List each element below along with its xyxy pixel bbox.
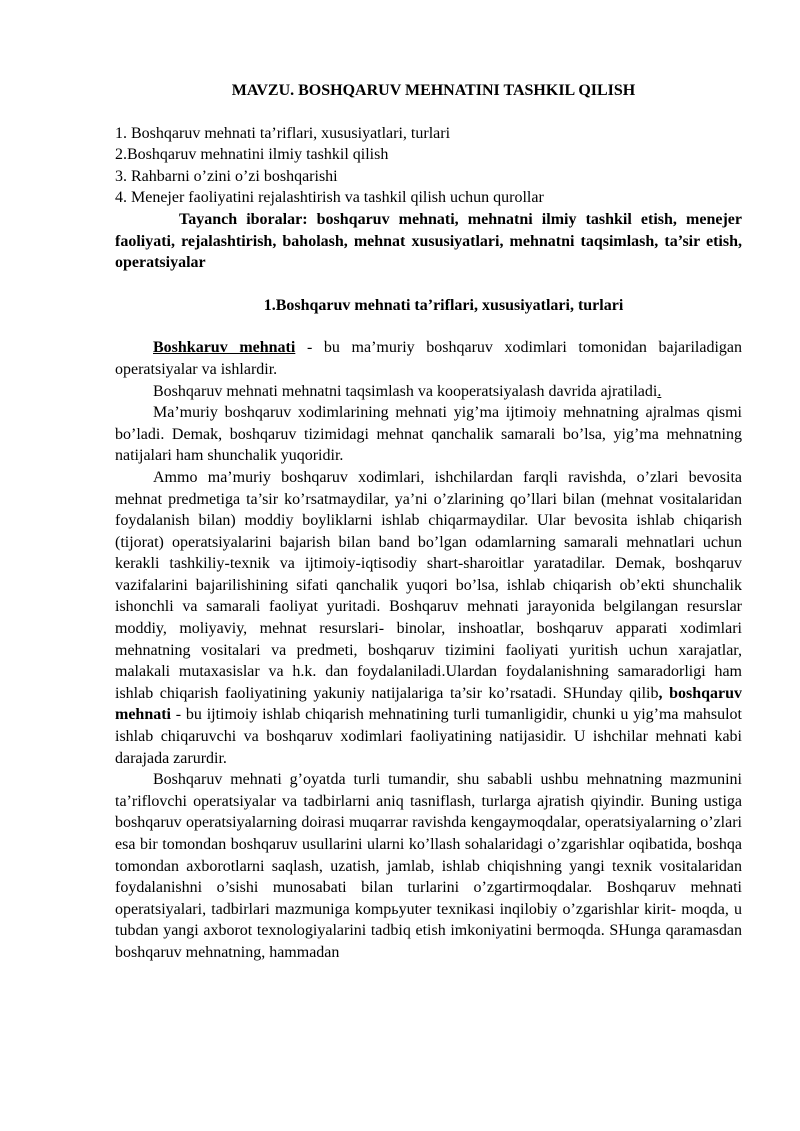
section-heading: 1.Boshqaruv mehnati ta’riflari, xususiyatlari, turlari bbox=[263, 296, 624, 314]
outline-item: 3. Rahbarni o’zini o’zi boshqarishi bbox=[115, 167, 338, 185]
paragraph-administrative: Ma’muriy boshqaruv xodimlarining mehnati yig’ma ijtimoiy mehnatning ajralmas qismi bo’ladi. Demak, boshqaruv tizimidagi mehnat qanchalik samarali bo’lsa, yig’ma mehnatning natijalari ham shunchalik yuqoridir. bbox=[115, 404, 742, 465]
paragraph-division bbox=[115, 381, 742, 403]
topic-outline bbox=[115, 123, 742, 209]
keywords-paragraph: Tayanch iboralar: boshqaruv mehnati, mehnatni ilmiy tashkil etish, menejer faoliyati, rejalashtirish, baholash, mehnat xususiyatlari, mehnatni taqsimlash, ta’sir etish, operatsiyalar bbox=[115, 210, 742, 272]
paragraph-conditions bbox=[115, 467, 742, 769]
page-title: MAVZU. BOSHQARUV MEHNATINI TASHKIL QILISH bbox=[231, 82, 636, 99]
underlined-period: . bbox=[657, 382, 662, 400]
paragraph-definition bbox=[115, 337, 742, 380]
bold-term: , boshqaruv mehnati bbox=[115, 684, 743, 724]
definition-text: - bu ma’muriy boshqaruv xodimlari tomonidan bajariladigan operatsiyalar va ishlardir. bbox=[115, 339, 742, 378]
paragraph-variety: Boshqaruv mehnati g’oyatda turli tumandir, shu sababli ushbu mehnatning mazmunini ta’riflovchi operatsiyalar va tadbirlarni aniq tasniflash, turlarga ajratish qiyindir. Buning ustiga boshqaruv operatsiyalarning doirasi muqarrar ravishda kengaymoqdalar, operatsiyalarning o’zlari esa bir tomondan boshqaruv usullarini ularni ko’llash sohalaridagi o’zgarishlar oqibatida, boshqa tomondan axborotlarni saqlash, uzatish, jamlab, ishlab chiqishning yangi texnik vositalaridan foydalanishni o’sishi munosabati bilan turlarini o’zgartirmoqdalar. Boshqaruv mehnati operatsiyalari, tadbirlari mazmuniga kompьyuter texnikasi inqilobiy o’zgarishlar kirit- moqda, u tubdan yangi axborot texnologiyalarini tadbiq etish imkoniyatini bermoqda. SHunga qaramasdan boshqaruv mehnatning, hammadan bbox=[115, 771, 742, 961]
outline-item: 1. Boshqaruv mehnati ta’riflari, xususiyatlari, turlari bbox=[115, 124, 451, 142]
outline-item: 4. Menejer faoliyatini rejalashtirish va tashkil qilish uchun qurollar bbox=[115, 189, 544, 207]
paragraph-text: Boshqaruv mehnati mehnatni taqsimlash va kooperatsiyalash davrida ajratiladi bbox=[153, 382, 658, 400]
paragraph-text: - bu ijtimoiy ishlab chiqarish mehnatining turli tumanligidir, chunki u yig’ma mahsulot ishlab chiqaruvchi va boshqaruv xodimlari faoliyatining natijasidir. U ishchilar mehnati kabi darajada zarurdir. bbox=[115, 706, 742, 767]
defined-term: Boshkaruv mehnati bbox=[153, 339, 296, 357]
paragraph-text: Ammo ma’muriy boshqaruv xodimlari, ishchilardan farqli ravishda, o’zlari bevosita mehnat predmetiga ta’sir ko’rsatmaydilar, ya’ni o’zlarining qo’llari bilan (mehnat vositalaridan foydalanish bilan) moddiy boyliklarni ishlab chiqarmaydilar. Ular bevosita ishlab chiqarish (tijorat) operatsiyalarini bajarish bilan band bo’lgan odamlarning samarali mehnatlari uchun kerakli tashkiliy-texnik va ijtimoiy-iqtisodiy shart-sharoitlar yaratadilar. Demak, boshqaruv vazifalarini bajarilishining sifati qanchalik yuqori bo’lsa, ishlab chiqarish ob’ekti shunchalik ishonchli va samarali faoliyat yuritadi. Boshqaruv mehnati jarayonida belgilangan resurslar moddiy, moliyaviy, mehnat resurslari- binolar, inshoatlar, boshqaruv apparati xodimlari mehnatning vositalari va predmeti, boshqaruv tizimini faoliyati yuritish uchun xarajatlar, malakali mutaxasislar va h.k. dan foydalaniladi.Ulardan foydalanishning samaradorligi ham ishlab chiqarish faoliyatining yakuniy natijalariga ta’sir ko’rsatadi. SHunday qilib bbox=[115, 468, 742, 702]
outline-item: 2.Boshqaruv mehnatini ilmiy tashkil qilish bbox=[115, 146, 389, 164]
